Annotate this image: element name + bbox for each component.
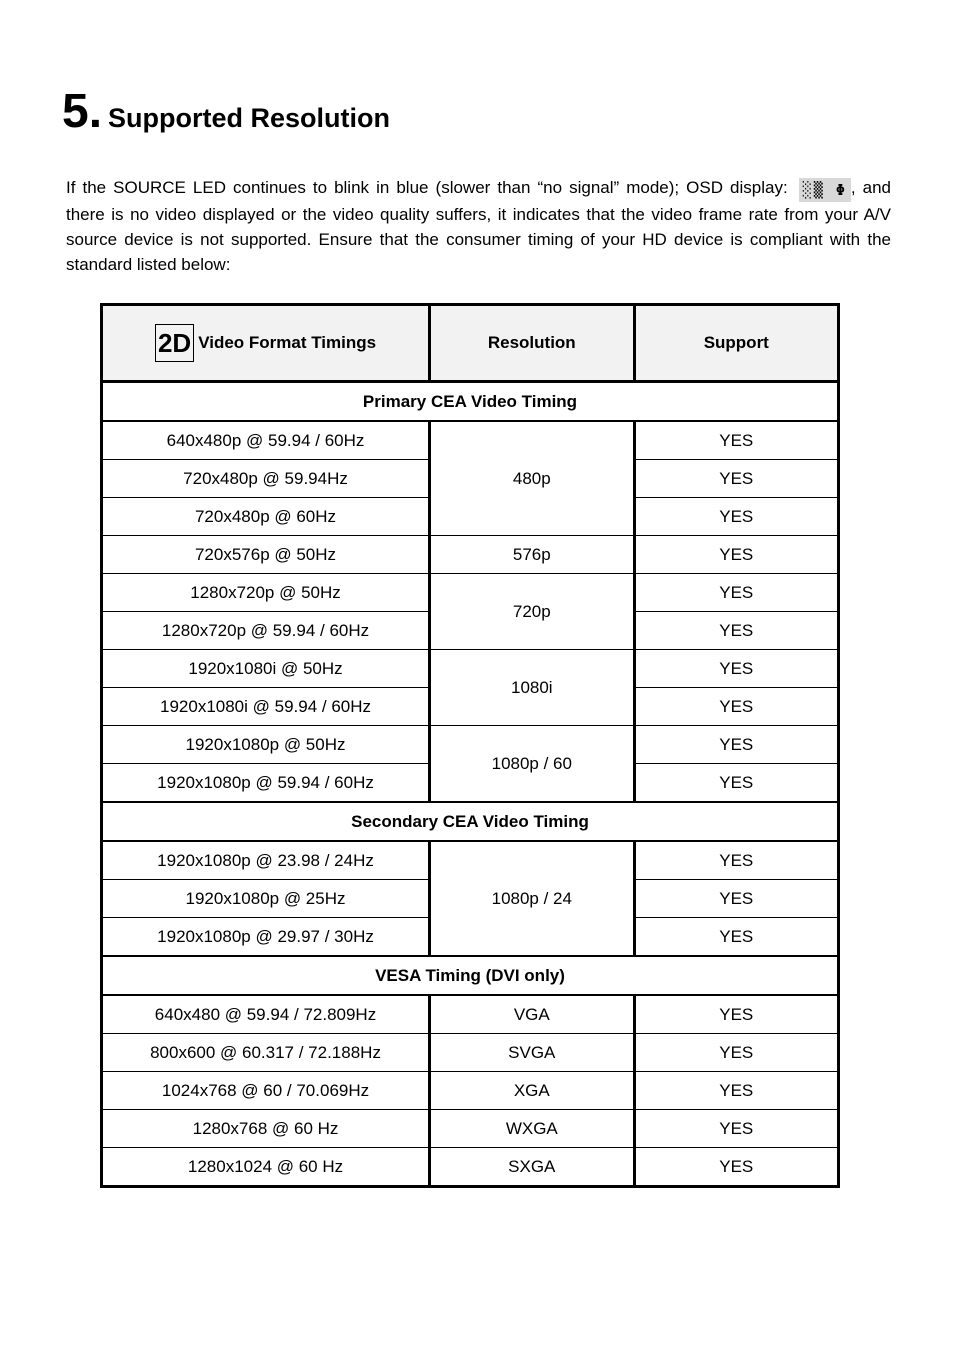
header-video-format-timings xyxy=(102,305,430,382)
resolution-cell: 1080p / 60 xyxy=(430,726,635,803)
support-cell: YES xyxy=(634,421,838,460)
support-cell: YES xyxy=(634,880,838,918)
header-support: Support xyxy=(634,305,838,382)
table-row xyxy=(102,650,839,688)
table-row xyxy=(102,536,839,574)
section-heading xyxy=(62,84,390,140)
section-row-primary xyxy=(102,382,839,422)
support-cell: YES xyxy=(634,726,838,764)
timing-cell: 1920x1080p @ 23.98 / 24Hz xyxy=(102,841,430,880)
timing-cell: 1920x1080i @ 50Hz xyxy=(102,650,430,688)
resolution-cell: 1080p / 24 xyxy=(430,841,635,956)
section-number: 5. xyxy=(62,85,103,138)
support-cell: YES xyxy=(634,574,838,612)
timing-cell: 800x600 @ 60.317 / 72.188Hz xyxy=(102,1034,430,1072)
table-row xyxy=(102,841,839,880)
resolution-cell: 1080i xyxy=(430,650,635,726)
resolution-cell: 576p xyxy=(430,536,635,574)
support-cell: YES xyxy=(634,650,838,688)
intro-text-after-icon: , and there is no video displayed or the video quality suffers, it indicates that the video frame rate from your A/V source device is not supported. Ensure that the consumer timing of your HD device is compliant with the standard listed below: xyxy=(66,178,891,274)
timing-cell: 1920x1080p @ 59.94 / 60Hz xyxy=(102,764,430,803)
resolution-cell: SVGA xyxy=(430,1034,635,1072)
section-vesa-label: VESA Timing (DVI only) xyxy=(102,956,839,995)
table-row xyxy=(102,574,839,612)
section-row-vesa xyxy=(102,956,839,995)
section-title: Supported Resolution xyxy=(108,103,391,133)
support-cell: YES xyxy=(634,498,838,536)
timing-cell: 1920x1080p @ 25Hz xyxy=(102,880,430,918)
support-cell: YES xyxy=(634,764,838,803)
support-cell: YES xyxy=(634,841,838,880)
resolution-cell: 720p xyxy=(430,574,635,650)
table-row xyxy=(102,1034,839,1072)
table-row xyxy=(102,421,839,460)
intro-paragraph xyxy=(66,175,891,277)
resolution-cell: XGA xyxy=(430,1072,635,1110)
resolution-table xyxy=(100,303,840,1188)
support-cell: YES xyxy=(634,995,838,1034)
resolution-cell: SXGA xyxy=(430,1148,635,1187)
table-row xyxy=(102,1072,839,1110)
timing-cell: 640x480 @ 59.94 / 72.809Hz xyxy=(102,995,430,1034)
timing-cell: 1920x1080p @ 29.97 / 30Hz xyxy=(102,918,430,957)
timing-cell: 1280x720p @ 59.94 / 60Hz xyxy=(102,612,430,650)
support-cell: YES xyxy=(634,612,838,650)
resolution-cell: VGA xyxy=(430,995,635,1034)
section-primary-label: Primary CEA Video Timing xyxy=(102,382,839,422)
resolution-cell: WXGA xyxy=(430,1110,635,1148)
timing-cell: 720x480p @ 60Hz xyxy=(102,498,430,536)
timing-cell: 720x576p @ 50Hz xyxy=(102,536,430,574)
timing-cell: 1280x720p @ 50Hz xyxy=(102,574,430,612)
table-row xyxy=(102,726,839,764)
2d-badge: 2D xyxy=(155,324,194,362)
timing-cell: 1024x768 @ 60 / 70.069Hz xyxy=(102,1072,430,1110)
support-cell: YES xyxy=(634,688,838,726)
osd-no-signal-icon: ░▒ Φ xyxy=(799,178,851,202)
support-cell: YES xyxy=(634,536,838,574)
resolution-cell: 480p xyxy=(430,421,635,536)
timing-cell: 640x480p @ 59.94 / 60Hz xyxy=(102,421,430,460)
support-cell: YES xyxy=(634,1110,838,1148)
section-secondary-label: Secondary CEA Video Timing xyxy=(102,802,839,841)
support-cell: YES xyxy=(634,1072,838,1110)
timing-cell: 1280x768 @ 60 Hz xyxy=(102,1110,430,1148)
intro-text-before-icon: If the SOURCE LED continues to blink in blue (slower than “no signal” mode); OSD display: xyxy=(66,178,788,197)
support-cell: YES xyxy=(634,918,838,957)
support-cell: YES xyxy=(634,1148,838,1187)
section-row-secondary xyxy=(102,802,839,841)
header-resolution: Resolution xyxy=(430,305,635,382)
timing-cell: 720x480p @ 59.94Hz xyxy=(102,460,430,498)
timing-cell: 1920x1080i @ 59.94 / 60Hz xyxy=(102,688,430,726)
table-row xyxy=(102,1148,839,1187)
support-cell: YES xyxy=(634,460,838,498)
table-row xyxy=(102,995,839,1034)
support-cell: YES xyxy=(634,1034,838,1072)
table-header-row xyxy=(102,305,839,382)
timing-cell: 1920x1080p @ 50Hz xyxy=(102,726,430,764)
timing-cell: 1280x1024 @ 60 Hz xyxy=(102,1148,430,1187)
header-col1-label: Video Format Timings xyxy=(198,333,377,352)
table-row xyxy=(102,1110,839,1148)
